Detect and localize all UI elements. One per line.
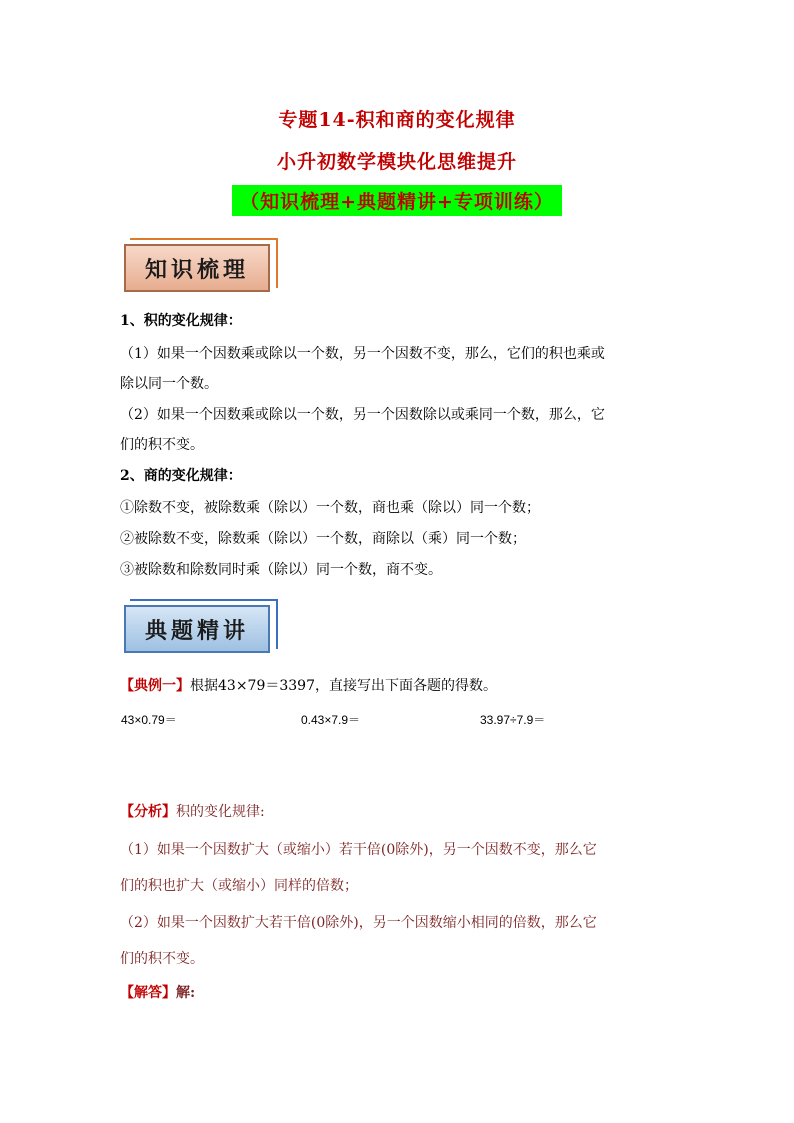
analysis-1-line1: （1）如果一个因数扩大（或缩小）若干倍(0除外)，另一个因数不变，那么它 (120, 842, 597, 858)
analysis-1-line2: 们的积也扩大（或缩小）同样的倍数； (120, 878, 358, 894)
banner-label: 典题精讲 (124, 605, 270, 653)
rule2-a: ①除数不变，被除数乘（除以）一个数，商也乘（除以）同一个数； (120, 500, 540, 516)
formula-2: 0.43×7.9＝ (301, 713, 361, 727)
rule1-heading: 1、积的变化规律： (120, 313, 242, 329)
analysis-2-line2: 们的积不变。 (120, 951, 204, 967)
section-banner-examples (124, 605, 270, 653)
analysis-text: 积的变化规律: (176, 804, 265, 820)
example-one (120, 676, 680, 696)
example-label: 【典例一】 (120, 678, 190, 694)
rule2-b: ②被除数不变，除数乘（除以）一个数，商除以（乘）同一个数； (120, 531, 526, 547)
rule2-c: ③被除数和除数同时乘（除以）同一个数，商不变。 (120, 562, 442, 578)
rule1-b-line1: （2）如果一个因数乘或除以一个数，另一个因数除以或乘同一个数，那么，它 (120, 407, 605, 423)
page-title: 专题14-积和商的变化规律 (278, 109, 516, 131)
section-banner-knowledge (124, 244, 270, 292)
analysis-2-line1: （2）如果一个因数扩大若干倍(0除外)，另一个因数缩小相同的倍数，那么它 (120, 915, 597, 931)
answer-heading (120, 983, 680, 1003)
rule1-a-line2: 除以同一个数。 (120, 376, 218, 392)
formula-3: 33.97÷7.9＝ (480, 713, 546, 727)
page-subtitle: 小升初数学模块化思维提升 (276, 151, 517, 173)
analysis-heading (120, 802, 680, 822)
tagline-wrap (0, 185, 794, 216)
formula-1: 43×0.79＝ (121, 713, 177, 727)
rule1-b-line2: 们的积不变。 (120, 437, 204, 453)
rule2-heading: 2、商的变化规律： (120, 468, 242, 484)
tagline-highlight: （知识梳理+典题精讲+专项训练） (232, 185, 562, 216)
analysis-label: 【分析】 (120, 804, 176, 820)
answer-text: 解: (176, 985, 196, 1001)
answer-label: 【解答】 (120, 985, 176, 1001)
example-text: 根据43×79＝3397，直接写出下面各题的得数。 (190, 678, 497, 694)
banner-label: 知识梳理 (124, 244, 270, 292)
rule1-a-line1: （1）如果一个因数乘或除以一个数，另一个因数不变，那么，它们的积也乘或 (120, 346, 605, 362)
